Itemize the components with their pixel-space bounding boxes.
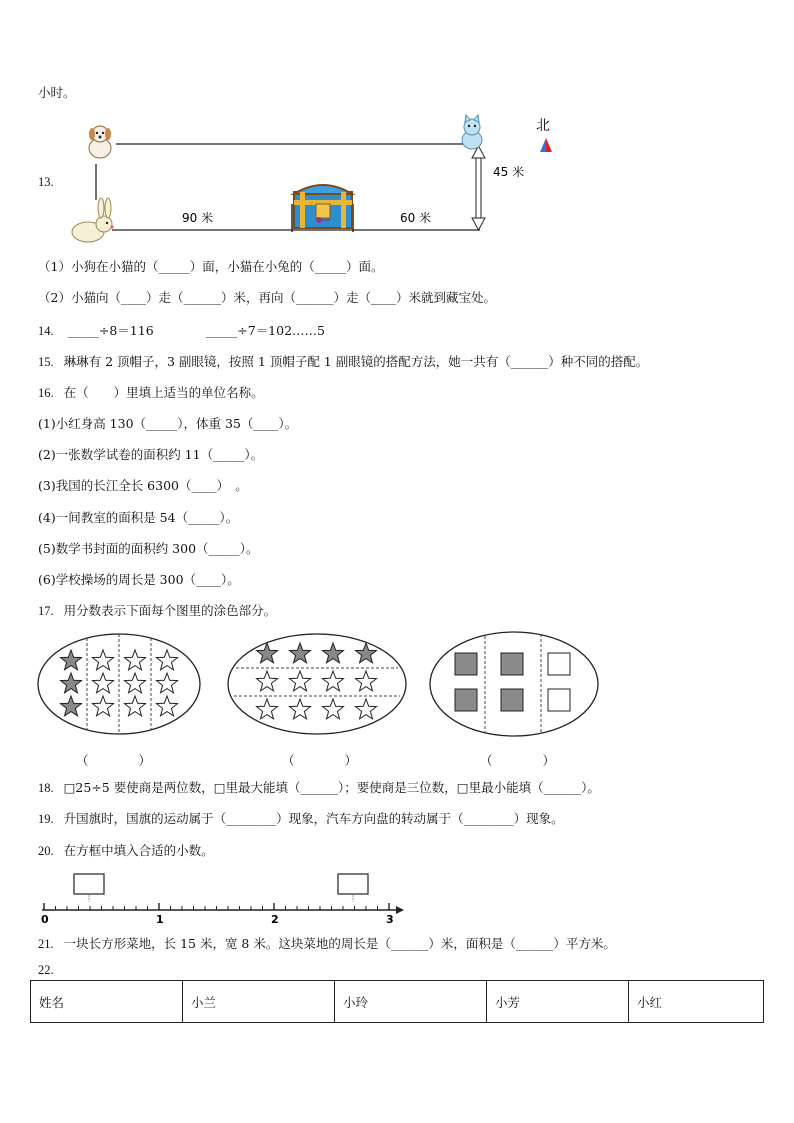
star-icon	[323, 699, 344, 719]
star-icon	[257, 671, 278, 691]
star-icon	[93, 673, 114, 693]
q17-text: 用分数表示下面每个图里的涂色部分。	[63, 603, 277, 618]
tick-label: 3	[386, 913, 394, 926]
star-icon	[125, 696, 146, 716]
rabbit-icon	[72, 198, 114, 242]
q21-text: 一块长方形菜地，长 15 米，宽 8 米。这块菜地的周长是（______）米，面积是（______）平方米。	[63, 936, 616, 951]
q19-text: 升国旗时，国旗的运动属于（________）现象，汽车方向盘的转动属于（________）现象。	[63, 811, 564, 826]
shaded-star-icon	[356, 643, 377, 663]
shaded-square	[501, 653, 523, 675]
north-arrow-icon	[540, 138, 552, 152]
q18-number: 18.	[38, 781, 54, 795]
q17	[38, 603, 276, 619]
q13-number: 13.	[38, 175, 54, 189]
star-icon	[93, 650, 114, 670]
q14-text1: _____÷8＝116	[67, 323, 154, 338]
q16-item: (3)我国的长江全长 6300（____） 。	[38, 478, 248, 493]
table-header-cell: 姓名	[31, 981, 183, 1023]
q16-item: (1)小红身高 130（_____），体重 35（____）。	[38, 416, 298, 431]
star-icon	[157, 696, 178, 716]
star-icon	[157, 673, 178, 693]
table-header-cell: 小红	[629, 981, 764, 1023]
north-label: 北	[536, 118, 550, 134]
tick-label: 0	[41, 913, 49, 926]
q16	[38, 385, 264, 401]
shaded-square	[455, 653, 477, 675]
q14	[38, 323, 325, 339]
q15-number: 15.	[38, 355, 54, 369]
shaded-star-icon	[61, 673, 82, 693]
square	[548, 653, 570, 675]
label-60m: 60 米	[400, 211, 432, 225]
q17-figure-2	[226, 632, 408, 736]
shaded-star-icon	[290, 643, 311, 663]
answer-box-2	[338, 874, 368, 894]
q19-number: 19.	[38, 812, 54, 826]
q20	[38, 843, 214, 859]
tick-label: 2	[271, 913, 279, 926]
star-icon	[290, 699, 311, 719]
q20-text: 在方框中填入合适的小数。	[63, 843, 214, 858]
q15-text: 琳琳有 2 顶帽子，3 副眼镜，按照 1 顶帽子配 1 副眼镜的搭配方法，她一共有（______）种不同的搭配。	[63, 354, 649, 369]
label-90m: 90 米	[182, 211, 214, 225]
q17-figure-3	[428, 630, 600, 738]
label-45m: 45 米	[493, 165, 525, 179]
table-row	[31, 981, 764, 1023]
top-fragment: 小时。	[38, 85, 76, 100]
star-icon	[125, 673, 146, 693]
shaded-star-icon	[61, 650, 82, 670]
shaded-square	[455, 689, 477, 711]
square	[548, 689, 570, 711]
star-icon	[257, 699, 278, 719]
q16-number: 16.	[38, 386, 54, 400]
star-icon	[157, 650, 178, 670]
q18-text: □25÷5 要使商是两位数，□里最大能填（______）；要使商是三位数，□里最小能填（______）。	[63, 780, 600, 795]
q17-answer-1: （ ）	[76, 753, 152, 768]
dog-icon	[89, 126, 111, 158]
star-icon	[323, 671, 344, 691]
q19	[38, 811, 564, 827]
q13-part2: （2）小猫向（____）走（______）米，再向（______）走（____）米就到藏宝处。	[38, 290, 496, 305]
shaded-star-icon	[323, 643, 344, 663]
q16-item: (4)一间教室的面积是 54（_____）。	[38, 510, 239, 525]
names-table	[30, 980, 764, 1023]
star-icon	[290, 671, 311, 691]
q16-text: 在（ ）里填上适当的单位名称。	[63, 385, 264, 400]
q15	[38, 354, 648, 370]
q14-text2: _____÷7＝102……5	[206, 323, 325, 338]
star-icon	[93, 696, 114, 716]
q21	[38, 936, 616, 952]
q18	[38, 780, 600, 796]
q17-figure-1	[36, 632, 202, 736]
shaded-square	[501, 689, 523, 711]
q14-number: 14.	[38, 324, 54, 338]
shaded-star-icon	[61, 696, 82, 716]
q17-answer-3: （ ）	[480, 753, 556, 768]
q17-answer-2: （ ）	[282, 753, 358, 768]
tick-label: 1	[156, 913, 164, 926]
star-icon	[356, 699, 377, 719]
q22-number: 22.	[38, 963, 54, 977]
table-header-cell: 小芳	[487, 981, 629, 1023]
table-header-cell: 小玲	[335, 981, 487, 1023]
q13-part1: （1）小狗在小猫的（_____）面，小猫在小兔的（_____）面。	[38, 259, 384, 274]
q17-number: 17.	[38, 604, 54, 618]
q16-item: (6)学校操场的周长是 300（____）。	[38, 572, 240, 587]
star-icon	[356, 671, 377, 691]
q20-number: 20.	[38, 844, 54, 858]
answer-box-1	[74, 874, 104, 894]
q16-item: (5)数学书封面的面积约 300（_____）。	[38, 541, 259, 556]
cat-icon	[462, 115, 482, 149]
q13-map-diagram	[60, 112, 580, 247]
q16-item: (2)一张数学试卷的面积约 11（_____）。	[38, 447, 264, 462]
star-icon	[125, 650, 146, 670]
q21-number: 21.	[38, 937, 54, 951]
treasure-chest-icon	[294, 185, 352, 228]
q20-number-line	[36, 870, 410, 926]
table-header-cell: 小兰	[183, 981, 335, 1023]
